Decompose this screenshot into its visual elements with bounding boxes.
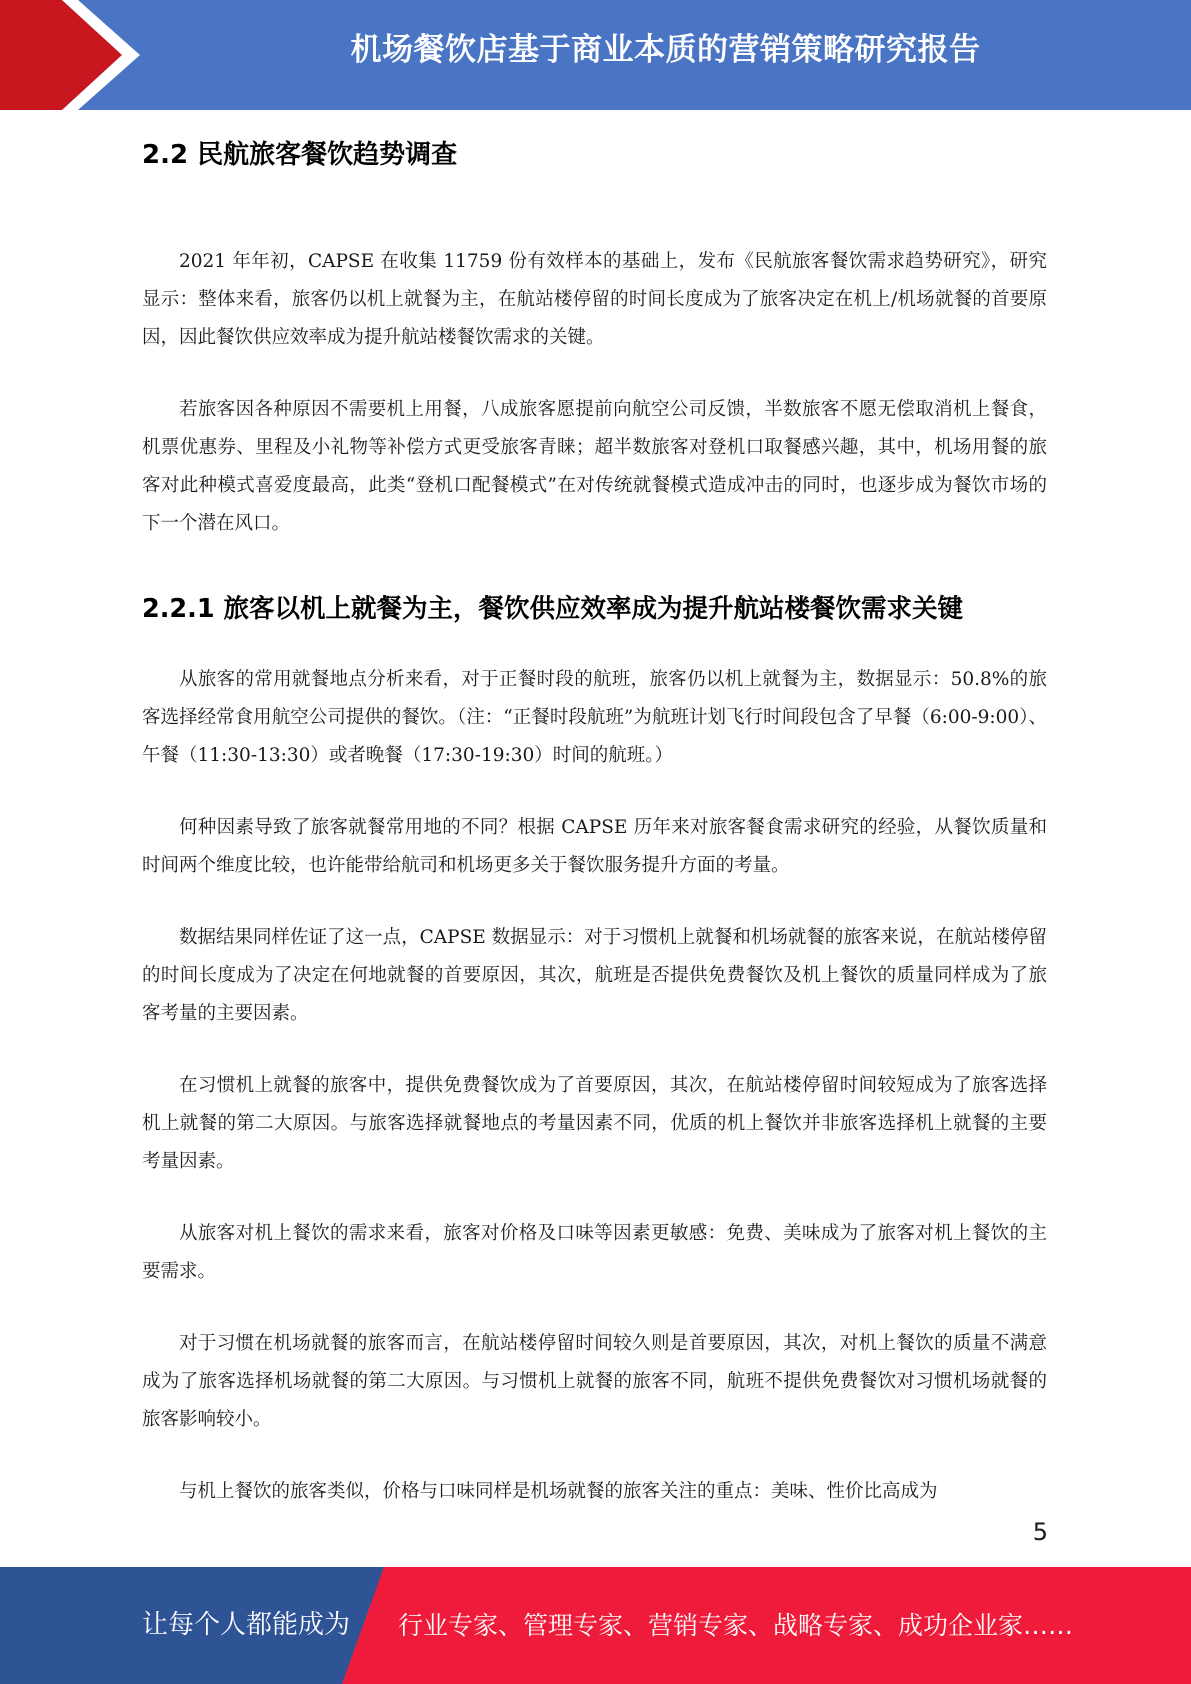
section-heading: 2.2 民航旅客餐饮趋势调查 (142, 140, 458, 170)
paragraph: 数据结果同样佐证了这一点，CAPSE 数据显示：对于习惯机上就餐和机场就餐的旅客来说，在航站楼停留的时间长度成为了决定在何地就餐的首要原因，其次，航班是否提供免费餐饮及机上餐饮的质量同样成为了旅客考量的主要因素。 (142, 927, 1047, 1024)
paragraph: 从旅客的常用就餐地点分析来看，对于正餐时段的航班，旅客仍以机上就餐为主，数据显示：50.8%的旅客选择经常食用航空公司提供的餐饮。（注：“正餐时段航班”为航班计划飞行时间段包含了早餐（6:00-9:00）、午餐（11:30-13:30）或者晚餐（17:30-19:30）时间的航班。） (142, 669, 1047, 766)
footer-slogan-left: 让每个人都能成为 (142, 1610, 351, 1640)
subsection-heading: 2.2.1 旅客以机上就餐为主，餐饮供应效率成为提升航站楼餐饮需求关键 (142, 594, 963, 624)
page-number: 5 (1032, 1518, 1048, 1546)
paragraph: 在习惯机上就餐的旅客中，提供免费餐饮成为了首要原因，其次，在航站楼停留时间较短成为了旅客选择机上就餐的第二大原因。与旅客选择就餐地点的考量因素不同，优质的机上餐饮并非旅客选择机上就餐的主要考量因素。 (142, 1075, 1047, 1172)
paragraph: 何种因素导致了旅客就餐常用地的不同？根据 CAPSE 历年来对旅客餐食需求研究的经验，从餐饮质量和时间两个维度比较，也许能带给航司和机场更多关于餐饮服务提升方面的考量。 (142, 817, 1047, 876)
document-body (142, 128, 1047, 1545)
footer-slogan-right: 行业专家、管理专家、营销专家、战略专家、成功企业家…… (398, 1611, 1074, 1640)
paragraph: 与机上餐饮的旅客类似，价格与口味同样是机场就餐的旅客关注的重点：美味、性价比高成为 (179, 1481, 938, 1502)
page-header (0, 0, 1191, 110)
paragraph: 从旅客对机上餐饮的需求来看，旅客对价格及口味等因素更敏感：免费、美味成为了旅客对机上餐饮的主要需求。 (142, 1223, 1047, 1282)
header-arrow-decoration (0, 0, 160, 110)
report-title: 机场餐饮店基于商业本质的营销策略研究报告 (350, 32, 981, 68)
paragraph: 2021 年年初，CAPSE 在收集 11759 份有效样本的基础上，发布《民航旅客餐饮需求趋势研究》，研究显示：整体来看，旅客仍以机上就餐为主，在航站楼停留的时间长度成为了旅客决定在机上/机场就餐的首要原因，因此餐饮供应效率成为提升航站楼餐饮需求的关键。 (142, 251, 1047, 348)
paragraph: 若旅客因各种原因不需要机上用餐，八成旅客愿提前向航空公司反馈，半数旅客不愿无偿取消机上餐食，机票优惠券、里程及小礼物等补偿方式更受旅客青睐；超半数旅客对登机口取餐感兴趣，其中，机场用餐的旅客对此种模式喜爱度最高，此类“登机口配餐模式”在对传统就餐模式造成冲击的同时，也逐步成为餐饮市场的下一个潜在风口。 (142, 399, 1047, 534)
paragraph: 对于习惯在机场就餐的旅客而言，在航站楼停留时间较久则是首要原因，其次，对机上餐饮的质量不满意成为了旅客选择机场就餐的第二大原因。与习惯机上就餐的旅客不同，航班不提供免费餐饮对习惯机场就餐的旅客影响较小。 (142, 1333, 1047, 1430)
page-footer (0, 1567, 1191, 1684)
